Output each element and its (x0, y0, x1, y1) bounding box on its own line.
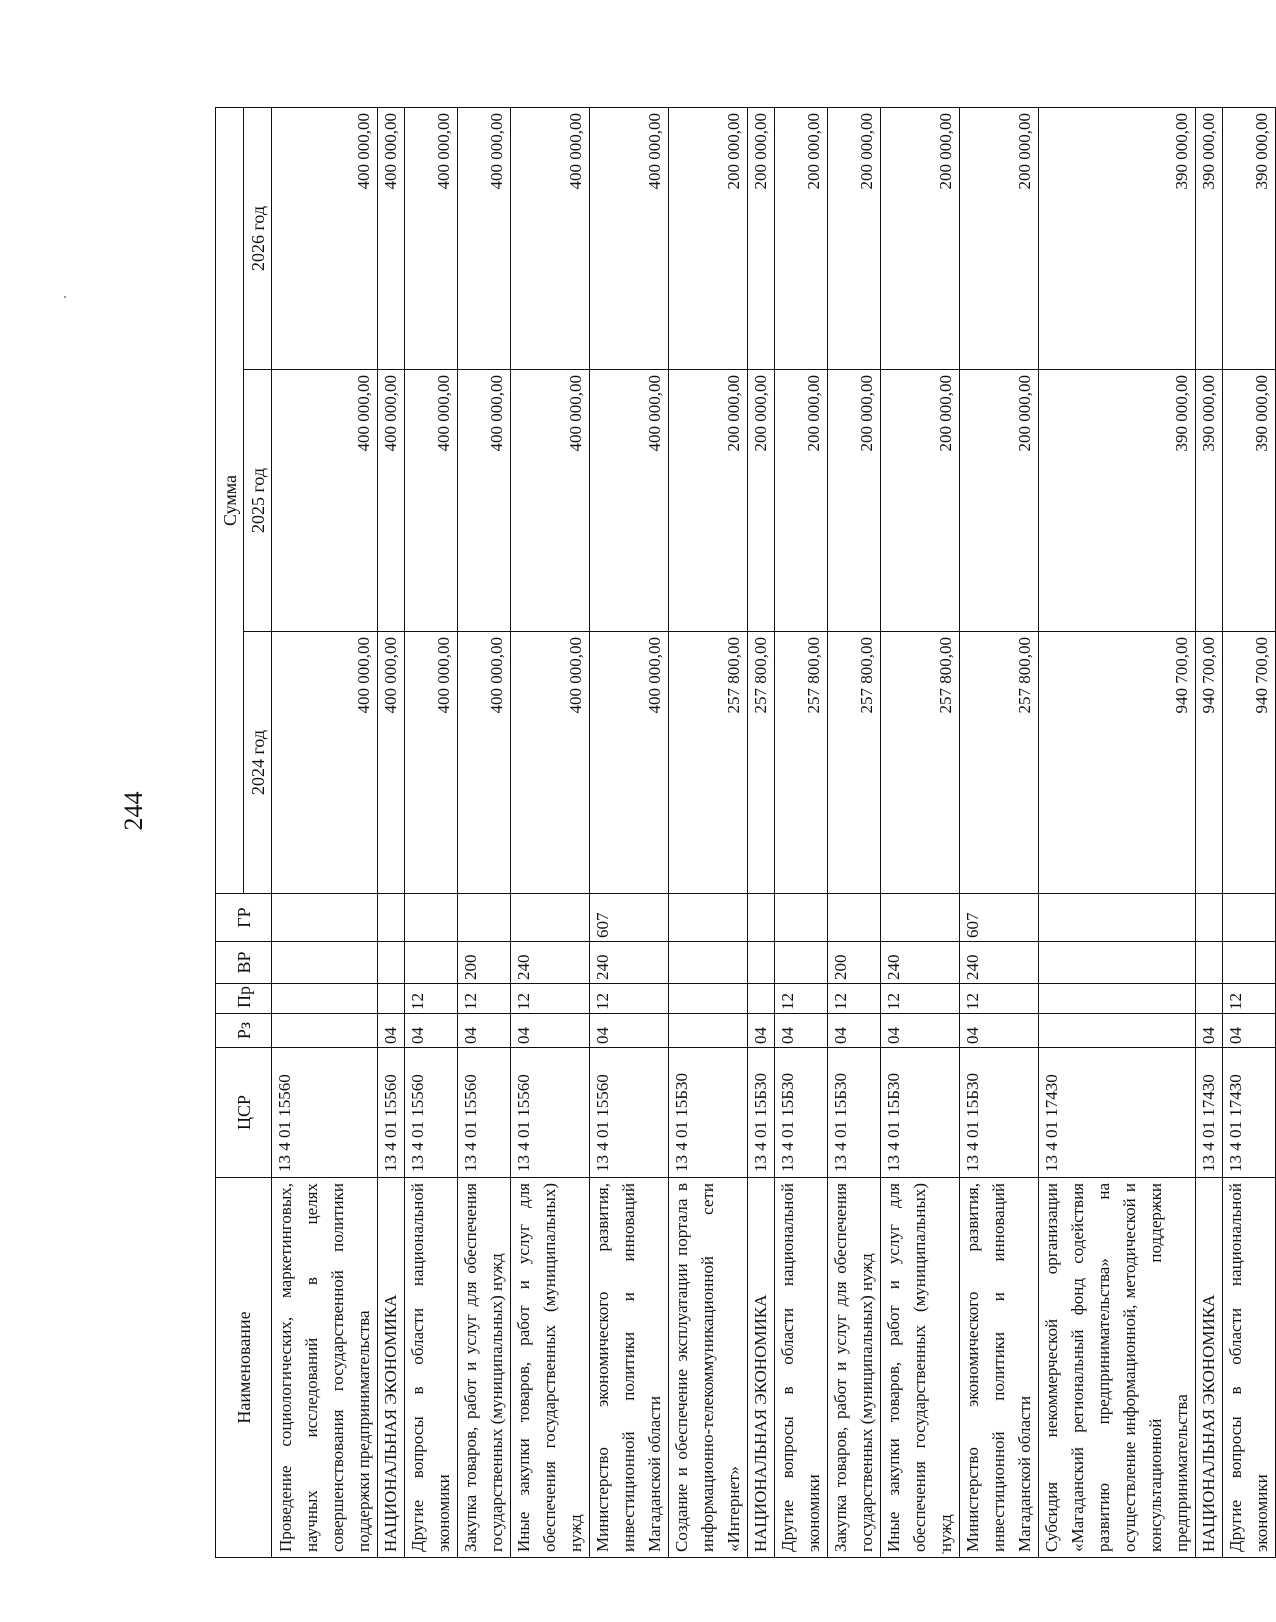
row-2026: 390 000,00 (1039, 108, 1196, 370)
table-row (1039, 108, 1196, 1558)
table-row (405, 108, 458, 1558)
row-csr: 13 4 01 15560 (511, 1048, 590, 1178)
table-row (1196, 108, 1223, 1558)
row-pr: 12 (775, 984, 828, 1014)
row-2026: 200 000,00 (828, 108, 881, 370)
row-vr (1223, 942, 1276, 984)
scan-speck (942, 1552, 944, 1554)
header-2025: 2025 год (244, 370, 272, 632)
row-gr (511, 894, 590, 942)
row-2026: 200 000,00 (669, 108, 748, 370)
row-2026: 200 000,00 (881, 108, 960, 370)
row-2025: 400 000,00 (458, 370, 511, 632)
row-pr (272, 984, 378, 1014)
row-rz: 04 (590, 1014, 669, 1048)
row-name: НАЦИОНАЛЬНАЯ ЭКОНОМИКА (1196, 1178, 1223, 1558)
row-2026: 400 000,00 (378, 108, 405, 370)
row-rz (272, 1014, 378, 1048)
row-vr: 240 (881, 942, 960, 984)
table-row (669, 108, 748, 1558)
row-2026: 390 000,00 (1196, 108, 1223, 370)
row-2024: 400 000,00 (378, 632, 405, 894)
row-vr: 200 (458, 942, 511, 984)
row-name: Иные закупки товаров, работ и услуг для обеспечения государственных (муниципальных) нужд (511, 1178, 590, 1558)
row-2024: 400 000,00 (511, 632, 590, 894)
row-2024: 400 000,00 (405, 632, 458, 894)
row-csr: 13 4 01 17430 (1196, 1048, 1223, 1178)
row-2024: 400 000,00 (590, 632, 669, 894)
row-pr (669, 984, 748, 1014)
row-csr: 13 4 01 15560 (272, 1048, 378, 1178)
row-name: Субсидия некоммерческой организации «Магаданский региональный фонд содействия развитию предпринимательства» на осуществление информационной, методической и консультационной поддержки предпринимательства (1039, 1178, 1196, 1558)
row-gr (1223, 894, 1276, 942)
row-2025: 200 000,00 (828, 370, 881, 632)
header-2024: 2024 год (244, 632, 272, 894)
table-row (775, 108, 828, 1558)
row-gr (378, 894, 405, 942)
row-gr: 607 (960, 894, 1039, 942)
row-rz: 04 (511, 1014, 590, 1048)
row-name: Другие вопросы в области национальной экономики (775, 1178, 828, 1558)
row-2025: 390 000,00 (1039, 370, 1196, 632)
row-csr: 13 4 01 15Б30 (881, 1048, 960, 1178)
row-vr (272, 942, 378, 984)
header-gr: ГР (216, 894, 272, 942)
row-csr: 13 4 01 15560 (458, 1048, 511, 1178)
row-2026: 400 000,00 (511, 108, 590, 370)
row-rz: 04 (881, 1014, 960, 1048)
row-pr: 12 (590, 984, 669, 1014)
row-csr: 13 4 01 15560 (590, 1048, 669, 1178)
table-row (748, 108, 775, 1558)
row-gr (748, 894, 775, 942)
row-2025: 400 000,00 (272, 370, 378, 632)
row-2025: 200 000,00 (748, 370, 775, 632)
row-2026: 200 000,00 (775, 108, 828, 370)
row-2026: 200 000,00 (748, 108, 775, 370)
row-2025: 200 000,00 (960, 370, 1039, 632)
row-vr (378, 942, 405, 984)
row-2026: 400 000,00 (272, 108, 378, 370)
row-name: Закупка товаров, работ и услуг для обеспечения государственных (муниципальных) нужд (458, 1178, 511, 1558)
row-rz: 04 (960, 1014, 1039, 1048)
header-name: Наименование (216, 1178, 272, 1558)
row-name: Другие вопросы в области национальной экономики (405, 1178, 458, 1558)
table-row (590, 108, 669, 1558)
row-name: НАЦИОНАЛЬНАЯ ЭКОНОМИКА (748, 1178, 775, 1558)
row-gr (405, 894, 458, 942)
row-csr: 13 4 01 15Б30 (828, 1048, 881, 1178)
row-2026: 400 000,00 (590, 108, 669, 370)
row-rz: 04 (458, 1014, 511, 1048)
row-rz: 04 (405, 1014, 458, 1048)
table-row (511, 108, 590, 1558)
row-gr (458, 894, 511, 942)
row-gr (881, 894, 960, 942)
row-name: Закупка товаров, работ и услуг для обеспечения государственных (муниципальных) нужд (828, 1178, 881, 1558)
row-2025: 390 000,00 (1223, 370, 1276, 632)
row-csr: 13 4 01 15Б30 (748, 1048, 775, 1178)
row-pr: 12 (960, 984, 1039, 1014)
row-csr: 13 4 01 15Б30 (669, 1048, 748, 1178)
row-2024: 940 700,00 (1223, 632, 1276, 894)
row-vr: 240 (960, 942, 1039, 984)
table-body (272, 108, 1276, 1558)
row-pr (378, 984, 405, 1014)
row-gr (775, 894, 828, 942)
row-name: Проведение социологических, маркетинговых, научных исследований в целях совершенствования государственной политики поддержки предпринимательства (272, 1178, 378, 1558)
table-row (881, 108, 960, 1558)
row-2026: 390 000,00 (1223, 108, 1276, 370)
row-2025: 200 000,00 (775, 370, 828, 632)
row-name: Создание и обеспечение эксплуатации портала в информационно-телекоммуникационной сети «Интернет» (669, 1178, 748, 1558)
row-2025: 400 000,00 (590, 370, 669, 632)
row-2024: 257 800,00 (828, 632, 881, 894)
row-2024: 940 700,00 (1039, 632, 1196, 894)
header-sum: Сумма (216, 108, 244, 894)
row-2025: 390 000,00 (1196, 370, 1223, 632)
table-row (458, 108, 511, 1558)
row-2024: 940 700,00 (1196, 632, 1223, 894)
page-number: 244 (119, 791, 148, 831)
row-vr (748, 942, 775, 984)
row-pr: 12 (511, 984, 590, 1014)
row-pr (748, 984, 775, 1014)
row-2025: 400 000,00 (511, 370, 590, 632)
table-row (828, 108, 881, 1558)
row-name: НАЦИОНАЛЬНАЯ ЭКОНОМИКА (378, 1178, 405, 1558)
row-csr: 13 4 01 15560 (405, 1048, 458, 1178)
header-rz: Рз (216, 1014, 272, 1048)
row-csr: 13 4 01 15Б30 (775, 1048, 828, 1178)
row-pr (1039, 984, 1196, 1014)
header-pr: Пр (216, 984, 272, 1014)
row-pr: 12 (828, 984, 881, 1014)
row-pr (1196, 984, 1223, 1014)
row-2025: 200 000,00 (669, 370, 748, 632)
row-csr: 13 4 01 15Б30 (960, 1048, 1039, 1178)
row-vr (1039, 942, 1196, 984)
header-csr: ЦСР (216, 1048, 272, 1178)
row-pr: 12 (405, 984, 458, 1014)
row-2024: 257 800,00 (881, 632, 960, 894)
row-rz: 04 (1196, 1014, 1223, 1048)
row-pr: 12 (1223, 984, 1276, 1014)
row-2024: 257 800,00 (748, 632, 775, 894)
row-rz: 04 (378, 1014, 405, 1048)
row-2026: 400 000,00 (405, 108, 458, 370)
row-2024: 400 000,00 (458, 632, 511, 894)
row-gr: 607 (590, 894, 669, 942)
table-row (960, 108, 1039, 1558)
table-row (1223, 108, 1276, 1558)
row-vr (775, 942, 828, 984)
row-2025: 400 000,00 (405, 370, 458, 632)
row-vr (669, 942, 748, 984)
row-vr: 200 (828, 942, 881, 984)
row-2025: 200 000,00 (881, 370, 960, 632)
header-2026: 2026 год (244, 108, 272, 370)
row-gr (828, 894, 881, 942)
row-rz: 04 (828, 1014, 881, 1048)
row-2024: 257 800,00 (669, 632, 748, 894)
row-gr (1196, 894, 1223, 942)
row-2026: 200 000,00 (960, 108, 1039, 370)
table-row (272, 108, 378, 1558)
row-gr (669, 894, 748, 942)
table-row (378, 108, 405, 1558)
row-rz (669, 1014, 748, 1048)
row-csr: 13 4 01 15560 (378, 1048, 405, 1178)
row-2025: 400 000,00 (378, 370, 405, 632)
row-vr: 240 (511, 942, 590, 984)
header-vr: ВР (216, 942, 272, 984)
row-name: Другие вопросы в области национальной экономики (1223, 1178, 1276, 1558)
row-rz (1039, 1014, 1196, 1048)
row-2024: 257 800,00 (960, 632, 1039, 894)
row-rz: 04 (775, 1014, 828, 1048)
row-pr: 12 (881, 984, 960, 1014)
row-2026: 400 000,00 (458, 108, 511, 370)
row-rz: 04 (748, 1014, 775, 1048)
budget-table-container (215, 108, 1271, 1558)
row-pr: 12 (458, 984, 511, 1014)
scan-speck (64, 296, 66, 298)
row-vr (1196, 942, 1223, 984)
row-name: Иные закупки товаров, работ и услуг для обеспечения государственных (муниципальных) нужд (881, 1178, 960, 1558)
budget-table (215, 107, 1276, 1558)
row-name: Министерство экономического развития, инвестиционной политики и инноваций Магаданской области (960, 1178, 1039, 1558)
row-2024: 257 800,00 (775, 632, 828, 894)
row-csr: 13 4 01 17430 (1223, 1048, 1276, 1178)
row-name: Министерство экономического развития, инвестиционной политики и инноваций Магаданской области (590, 1178, 669, 1558)
row-vr (405, 942, 458, 984)
row-rz: 04 (1223, 1014, 1276, 1048)
row-vr: 240 (590, 942, 669, 984)
row-csr: 13 4 01 17430 (1039, 1048, 1196, 1178)
row-gr (1039, 894, 1196, 942)
row-gr (272, 894, 378, 942)
row-2024: 400 000,00 (272, 632, 378, 894)
